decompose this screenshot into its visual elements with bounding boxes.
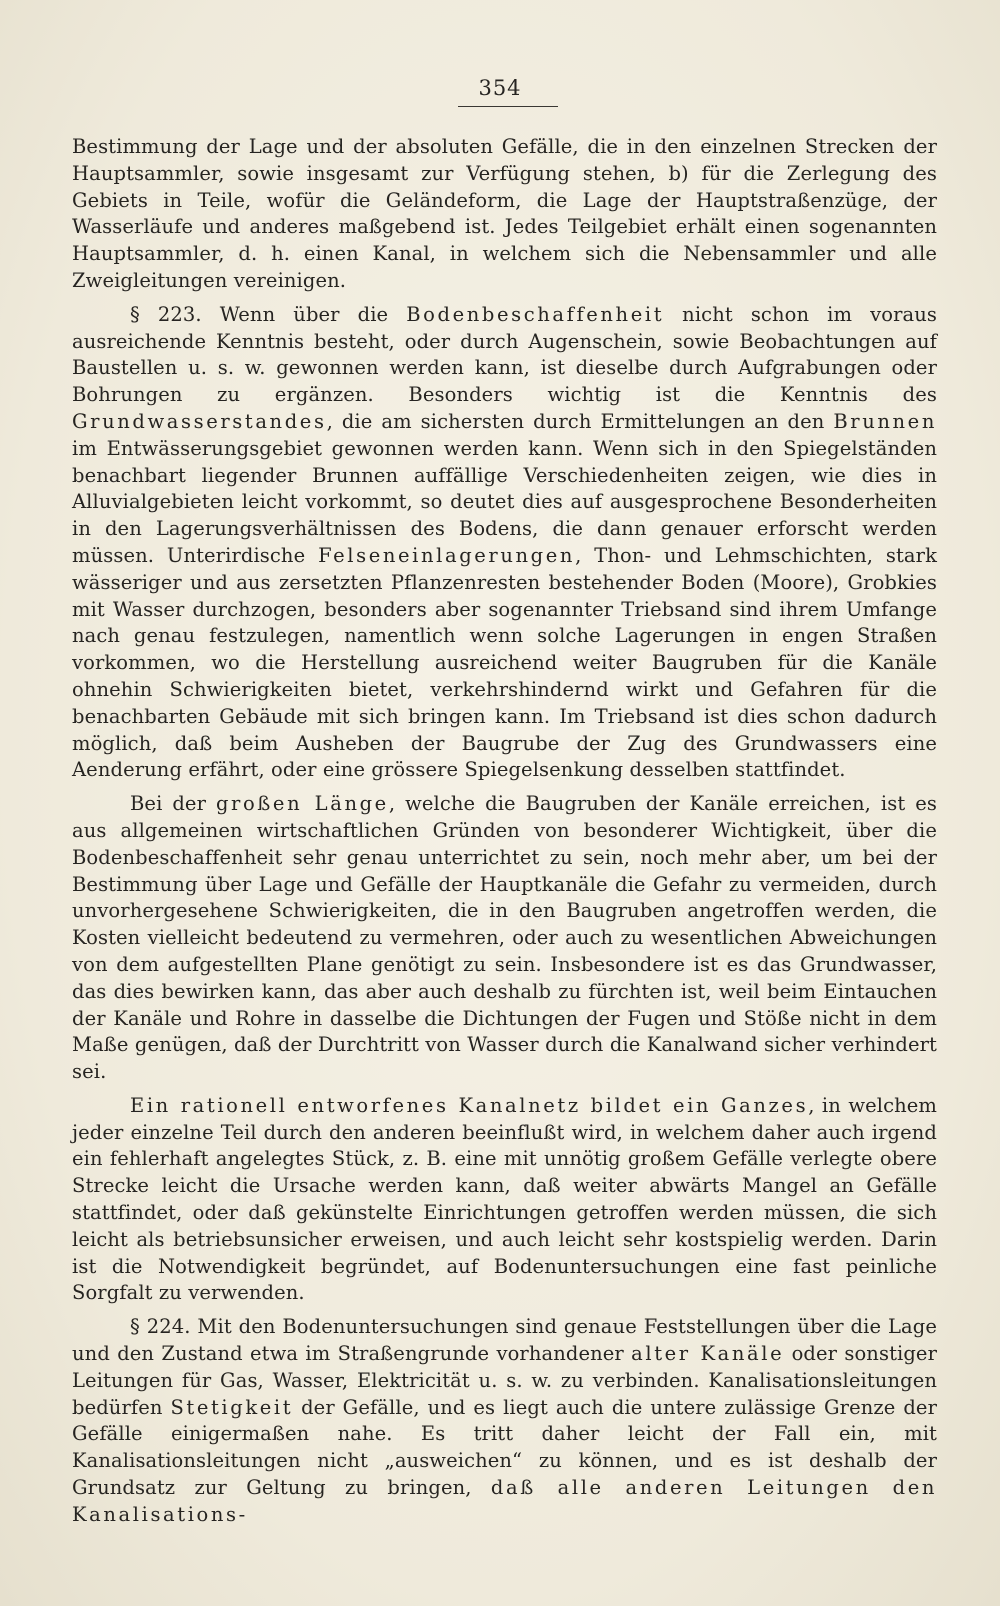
emphasis-spaced: daß alle anderen Leitungen den Kanalisations-	[72, 1476, 937, 1526]
text-run: , die am sichersten durch Ermittelungen an den	[326, 409, 834, 433]
text-run: , in welchem jeder einzelne Teil durch den anderen beeinflußt wird, in welchem daher auch irgend ein fehlerhaft angelegtes Stück, z. B. eine mit unnötig großem Gefälle verlegte obere Strecke leicht die Ursache werden kann, daß weiter abwärts Mangel an Gefälle stattfindet, oder daß gekünstelte Einrichtungen getroffen werden müssen, die sich leicht als betriebsunsicher erweisen, und auch leicht sehr kostspielig werden. Darin ist die Notwendigkeit begründet, auf Bodenuntersuchungen eine fast peinliche Sorgfalt zu verwenden.	[72, 1093, 937, 1305]
emphasis-spaced: Felseneinlagerungen	[318, 543, 576, 567]
emphasis-spaced: Grundwasserstandes	[72, 409, 327, 433]
paragraph-section-223	[72, 302, 937, 784]
page-number: 354	[478, 76, 522, 100]
text-run: der Gefälle, und es liegt auch die untere zulässige Grenze der Gefälle einigermaßen nahe. Es tritt daher leicht der Fall ein, mit Kanalisationsleitungen nicht „ausweichen“ zu können, und es ist deshalb der Grundsatz zur Geltung zu bringen,	[72, 1395, 937, 1500]
text-run: im Entwässerungsgebiet gewonnen werden kann. Wenn sich in den Spiegelständen benachbart liegender Brunnen auffällige Verschiedenheiten zeigen, wie dies in Alluvialgebieten leicht vorkommt, so deutet dies auf ausgesprochene Besonderheiten in den Lagerungsverhältnissen des Bodens, die dann genauer erforscht werden müssen. Unterirdische	[72, 436, 937, 567]
emphasis-spaced: Ein rationell entworfenes Kanalnetz bildet ein Ganzes	[130, 1093, 809, 1117]
text-run: oder sonstiger Leitungen für Gas, Wasser, Elektricität u. s. w. zu verbinden. Kanalisationsleitungen bedürfen	[72, 1342, 937, 1419]
emphasis-spaced: Brunnen	[833, 409, 937, 433]
text-run: § 224. Mit den Bodenuntersuchungen sind genaue Feststellungen über die Lage und den Zustand etwa im Straßengrunde vorhandener	[72, 1315, 937, 1366]
text-run: nicht schon im voraus ausreichende Kenntnis besteht, oder durch Augenschein, sowie Beobachtungen auf Baustellen u. s. w. gewonnen werden kann, ist dieselbe durch Aufgrabungen oder Bohrungen zu ergänzen. Besonders wichtig ist die Kenntnis des	[72, 302, 937, 407]
paragraph-section-224	[72, 1314, 937, 1528]
header-rule	[458, 106, 558, 107]
text-run: , welche die Baugruben der Kanäle erreichen, ist es aus allgemeinen wirtschaftlichen Gründen von besonderer Wichtigkeit, über die Bodenbeschaffenheit sehr genau unterrichtet zu sein, noch mehr aber, um bei der Bestimmung über Lage und Gefälle der Hauptkanäle die Gefahr zu vermeiden, durch unvorhergesehene Schwierigkeiten, die in den Baugruben angetroffen werden, die Kosten vielleicht bedeutend zu vermehren, oder auch zu wesentlichen Abweichungen von dem aufgestellten Plane genötigt zu sein. Insbesondere ist es das Grundwasser, das dies bewirken kann, das aber auch deshalb zu fürchten ist, weil beim Eintauchen der Kanäle und Rohre in dasselbe die Dichtungen der Fugen und Stöße nicht in dem Maße genügen, daß der Durchtritt von Wasser durch die Kanalwand sicher verhindert sei.	[72, 792, 937, 1084]
emphasis-spaced: großen Länge	[215, 792, 389, 816]
emphasis-spaced: Stetigkeit	[170, 1395, 294, 1419]
paragraph	[72, 1093, 937, 1307]
text-run: , Thon- und Lehmschichten, stark wässeriger und aus zersetzten Pflanzenresten bestehender Boden (Moore), Grobkies mit Wasser durchzogen, besonders aber sogenannter Triebsand sind ihrem Umfange nach genau festzulegen, namentlich wenn solche Lagerungen in engen Straßen vorkommen, wo die Herstellung ausreichend weiter Baugruben für die Kanäle ohnehin Schwierigkeiten bietet, verkehrshindernd wirkt und Gefahren für die benachbarten Gebäude mit sich bringen kann. Im Triebsand ist dies schon dadurch möglich, daß beim Ausheben der Baugrube der Zug des Grundwassers eine Aenderung erfährt, oder eine grössere Spiegelsenkung desselben stattfindet.	[72, 543, 937, 782]
emphasis-spaced: Bodenbeschaffenheit	[406, 302, 665, 326]
paragraph	[72, 134, 937, 295]
text-run: Bestimmung der Lage und der absoluten Gefälle, die in den einzelnen Strecken der Hauptsammler, sowie insgesamt zur Verfügung stehen, b) für die Zerlegung des Gebiets in Teile, wofür die Geländeform, die Lage der Hauptstraßenzüge, der Wasserläufe und anderes maßgebend ist. Jedes Teilgebiet erhält einen sogenannten Hauptsammler, d. h. einen Kanal, in welchem sich die Nebensammler und alle Zweigleitungen vereinigen.	[72, 135, 937, 292]
emphasis-spaced: alter Kanäle	[631, 1342, 785, 1366]
body-text	[72, 134, 937, 1529]
text-run: § 223. Wenn über die	[130, 302, 407, 326]
text-run: Bei der	[130, 792, 216, 816]
paragraph	[72, 791, 937, 1086]
